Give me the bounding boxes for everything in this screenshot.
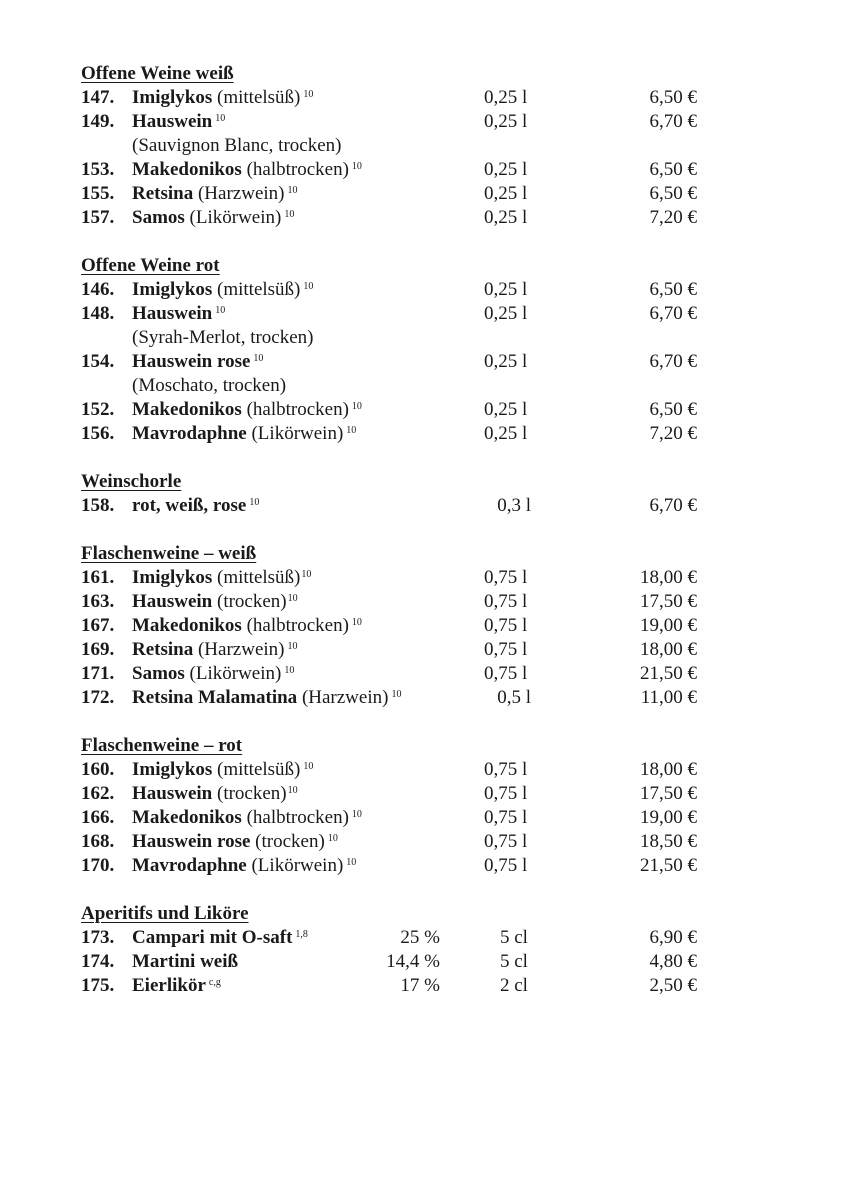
menu-item bbox=[81, 662, 721, 686]
section-title: Offene Weine rot bbox=[81, 255, 220, 276]
item-volume: 0,25 l bbox=[484, 183, 528, 204]
item-name: Samos (Likörwein) $^{10}$ bbox=[132, 207, 295, 228]
item-volume: 0,25 l bbox=[484, 351, 528, 372]
item-number: 172. bbox=[81, 687, 115, 708]
item-price: 6,70 € bbox=[649, 111, 697, 132]
item-number: 173. bbox=[81, 927, 115, 948]
item-name: Imiglykos (mittelsüß) $^{10}$ bbox=[132, 279, 314, 300]
item-name: Retsina (Harzwein) $^{10}$ bbox=[132, 639, 298, 660]
item-volume: 0,25 l bbox=[484, 399, 528, 420]
item-number: 146. bbox=[81, 279, 115, 300]
item-name: Hauswein (trocken)$^{10}$ bbox=[132, 591, 298, 612]
section-title: Weinschorle bbox=[81, 471, 182, 492]
menu-item bbox=[81, 278, 721, 302]
item-number: 152. bbox=[81, 399, 115, 420]
item-price: 6,70 € bbox=[649, 351, 697, 372]
item-volume: 0,25 l bbox=[484, 423, 528, 444]
item-number: 168. bbox=[81, 831, 115, 852]
item-name: Mavrodaphne (Likörwein) $^{10}$ bbox=[132, 423, 357, 444]
item-number: 148. bbox=[81, 303, 115, 324]
menu-item bbox=[81, 182, 721, 206]
item-volume: 0,75 l bbox=[484, 615, 528, 636]
item-number: 158. bbox=[81, 495, 115, 516]
section-weinschorle bbox=[81, 470, 721, 518]
item-name: rot, weiß, rose $^{10}$ bbox=[132, 495, 260, 516]
item-name: Eierlikör $^{c,g}$ bbox=[132, 975, 221, 996]
item-name: Makedonikos (halbtrocken) $^{10}$ bbox=[132, 807, 362, 828]
menu-item bbox=[81, 422, 721, 446]
item-number: 149. bbox=[81, 111, 115, 132]
item-price: 18,00 € bbox=[640, 639, 697, 660]
item-number: 156. bbox=[81, 423, 115, 444]
item-name: Hauswein rose $^{10}$ bbox=[132, 351, 264, 372]
item-volume: 5 cl bbox=[500, 951, 528, 972]
menu-item bbox=[81, 974, 721, 998]
item-number: 174. bbox=[81, 951, 115, 972]
menu-item bbox=[81, 950, 721, 974]
item-volume: 0,75 l bbox=[484, 807, 528, 828]
item-volume: 0,75 l bbox=[484, 567, 528, 588]
drinks-menu bbox=[81, 62, 721, 1022]
menu-item bbox=[81, 494, 721, 518]
item-price: 21,50 € bbox=[640, 855, 697, 876]
item-number: 166. bbox=[81, 807, 115, 828]
item-volume: 0,3 l bbox=[497, 495, 531, 516]
section-flaschenweine-weiss bbox=[81, 542, 721, 710]
menu-item bbox=[81, 86, 721, 110]
menu-item-subline bbox=[81, 134, 721, 158]
menu-item bbox=[81, 158, 721, 182]
item-number: 161. bbox=[81, 567, 115, 588]
section-offene-weine-rot bbox=[81, 254, 721, 446]
item-price: 11,00 € bbox=[640, 687, 697, 708]
item-volume: 0,75 l bbox=[484, 783, 528, 804]
item-alcohol-content: 17 % bbox=[400, 975, 440, 996]
item-volume: 0,75 l bbox=[484, 855, 528, 876]
item-name: Makedonikos (halbtrocken) $^{10}$ bbox=[132, 615, 362, 636]
item-name: Retsina Malamatina (Harzwein) $^{10}$ bbox=[132, 687, 402, 708]
item-volume: 0,25 l bbox=[484, 87, 528, 108]
menu-item bbox=[81, 614, 721, 638]
item-number: 170. bbox=[81, 855, 115, 876]
item-volume: 5 cl bbox=[500, 927, 528, 948]
item-name: Hauswein $^{10}$ bbox=[132, 303, 226, 324]
item-price: 17,50 € bbox=[640, 783, 697, 804]
item-alcohol-content: 14,4 % bbox=[386, 951, 440, 972]
menu-item bbox=[81, 782, 721, 806]
item-number: 153. bbox=[81, 159, 115, 180]
item-price: 4,80 € bbox=[649, 951, 697, 972]
item-price: 6,70 € bbox=[649, 495, 697, 516]
menu-item bbox=[81, 926, 721, 950]
item-volume: 0,25 l bbox=[484, 207, 528, 228]
item-name: Martini weiß bbox=[132, 951, 239, 972]
item-number: 163. bbox=[81, 591, 115, 612]
menu-item bbox=[81, 206, 721, 230]
item-name: Hauswein $^{10}$ bbox=[132, 111, 226, 132]
item-number: 160. bbox=[81, 759, 115, 780]
menu-item bbox=[81, 566, 721, 590]
section-title: Flaschenweine – rot bbox=[81, 735, 243, 756]
menu-item bbox=[81, 806, 721, 830]
item-name: Samos (Likörwein) $^{10}$ bbox=[132, 663, 295, 684]
item-number: 171. bbox=[81, 663, 115, 684]
item-name: Makedonikos (halbtrocken) $^{10}$ bbox=[132, 159, 362, 180]
item-number: 157. bbox=[81, 207, 115, 228]
item-name: Retsina (Harzwein) $^{10}$ bbox=[132, 183, 298, 204]
item-number: 154. bbox=[81, 351, 115, 372]
item-price: 7,20 € bbox=[649, 207, 697, 228]
item-price: 18,00 € bbox=[640, 759, 697, 780]
item-volume: 2 cl bbox=[500, 975, 528, 996]
item-volume: 0,25 l bbox=[484, 159, 528, 180]
item-price: 6,70 € bbox=[649, 303, 697, 324]
item-price: 18,00 € bbox=[640, 567, 697, 588]
item-name: Hauswein rose (trocken) $^{10}$ bbox=[132, 831, 338, 852]
menu-item bbox=[81, 590, 721, 614]
item-volume: 0,5 l bbox=[497, 687, 531, 708]
item-volume: 0,75 l bbox=[484, 591, 528, 612]
item-price: 6,50 € bbox=[649, 399, 697, 420]
item-price: 6,50 € bbox=[649, 159, 697, 180]
menu-item bbox=[81, 350, 721, 374]
item-price: 17,50 € bbox=[640, 591, 697, 612]
menu-item bbox=[81, 854, 721, 878]
item-number: 175. bbox=[81, 975, 115, 996]
item-volume: 0,25 l bbox=[484, 303, 528, 324]
item-number: 169. bbox=[81, 639, 115, 660]
item-price: 6,50 € bbox=[649, 87, 697, 108]
item-price: 6,90 € bbox=[649, 927, 697, 948]
item-volume: 0,25 l bbox=[484, 111, 528, 132]
item-name: Imiglykos (mittelsüß) $^{10}$ bbox=[132, 87, 314, 108]
item-description: (Syrah-Merlot, trocken) bbox=[132, 327, 314, 348]
item-price: 19,00 € bbox=[640, 807, 697, 828]
item-name: Hauswein (trocken)$^{10}$ bbox=[132, 783, 298, 804]
item-volume: 0,75 l bbox=[484, 639, 528, 660]
item-name: Imiglykos (mittelsüß) $^{10}$ bbox=[132, 759, 314, 780]
item-price: 18,50 € bbox=[640, 831, 697, 852]
item-price: 7,20 € bbox=[649, 423, 697, 444]
item-number: 162. bbox=[81, 783, 115, 804]
item-description: (Moschato, trocken) bbox=[132, 375, 287, 396]
section-flaschenweine-rot bbox=[81, 734, 721, 878]
menu-item bbox=[81, 638, 721, 662]
section-aperitifs-und-likoere bbox=[81, 902, 721, 998]
section-title: Aperitifs und Liköre bbox=[81, 903, 249, 924]
item-price: 19,00 € bbox=[640, 615, 697, 636]
item-number: 147. bbox=[81, 87, 115, 108]
item-name: Mavrodaphne (Likörwein) $^{10}$ bbox=[132, 855, 357, 876]
menu-item bbox=[81, 398, 721, 422]
section-title: Offene Weine weiß bbox=[81, 63, 234, 84]
item-name: Makedonikos (halbtrocken) $^{10}$ bbox=[132, 399, 362, 420]
menu-item bbox=[81, 302, 721, 326]
item-alcohol-content: 25 % bbox=[400, 927, 440, 948]
section-title: Flaschenweine – weiß bbox=[81, 543, 257, 564]
menu-item-subline bbox=[81, 326, 721, 350]
item-price: 6,50 € bbox=[649, 183, 697, 204]
menu-item bbox=[81, 758, 721, 782]
item-volume: 0,75 l bbox=[484, 759, 528, 780]
menu-item bbox=[81, 830, 721, 854]
menu-item bbox=[81, 110, 721, 134]
item-price: 6,50 € bbox=[649, 279, 697, 300]
item-volume: 0,75 l bbox=[484, 663, 528, 684]
section-offene-weine-weiss bbox=[81, 62, 721, 230]
item-number: 155. bbox=[81, 183, 115, 204]
menu-item-subline bbox=[81, 374, 721, 398]
item-price: 2,50 € bbox=[649, 975, 697, 996]
item-volume: 0,75 l bbox=[484, 831, 528, 852]
item-number: 167. bbox=[81, 615, 115, 636]
item-name: Imiglykos (mittelsüß)$^{10}$ bbox=[132, 567, 312, 588]
item-description: (Sauvignon Blanc, trocken) bbox=[132, 135, 342, 156]
item-price: 21,50 € bbox=[640, 663, 697, 684]
item-volume: 0,25 l bbox=[484, 279, 528, 300]
menu-item bbox=[81, 686, 721, 710]
item-name: Campari mit O-saft $^{1,8}$ bbox=[132, 927, 308, 948]
